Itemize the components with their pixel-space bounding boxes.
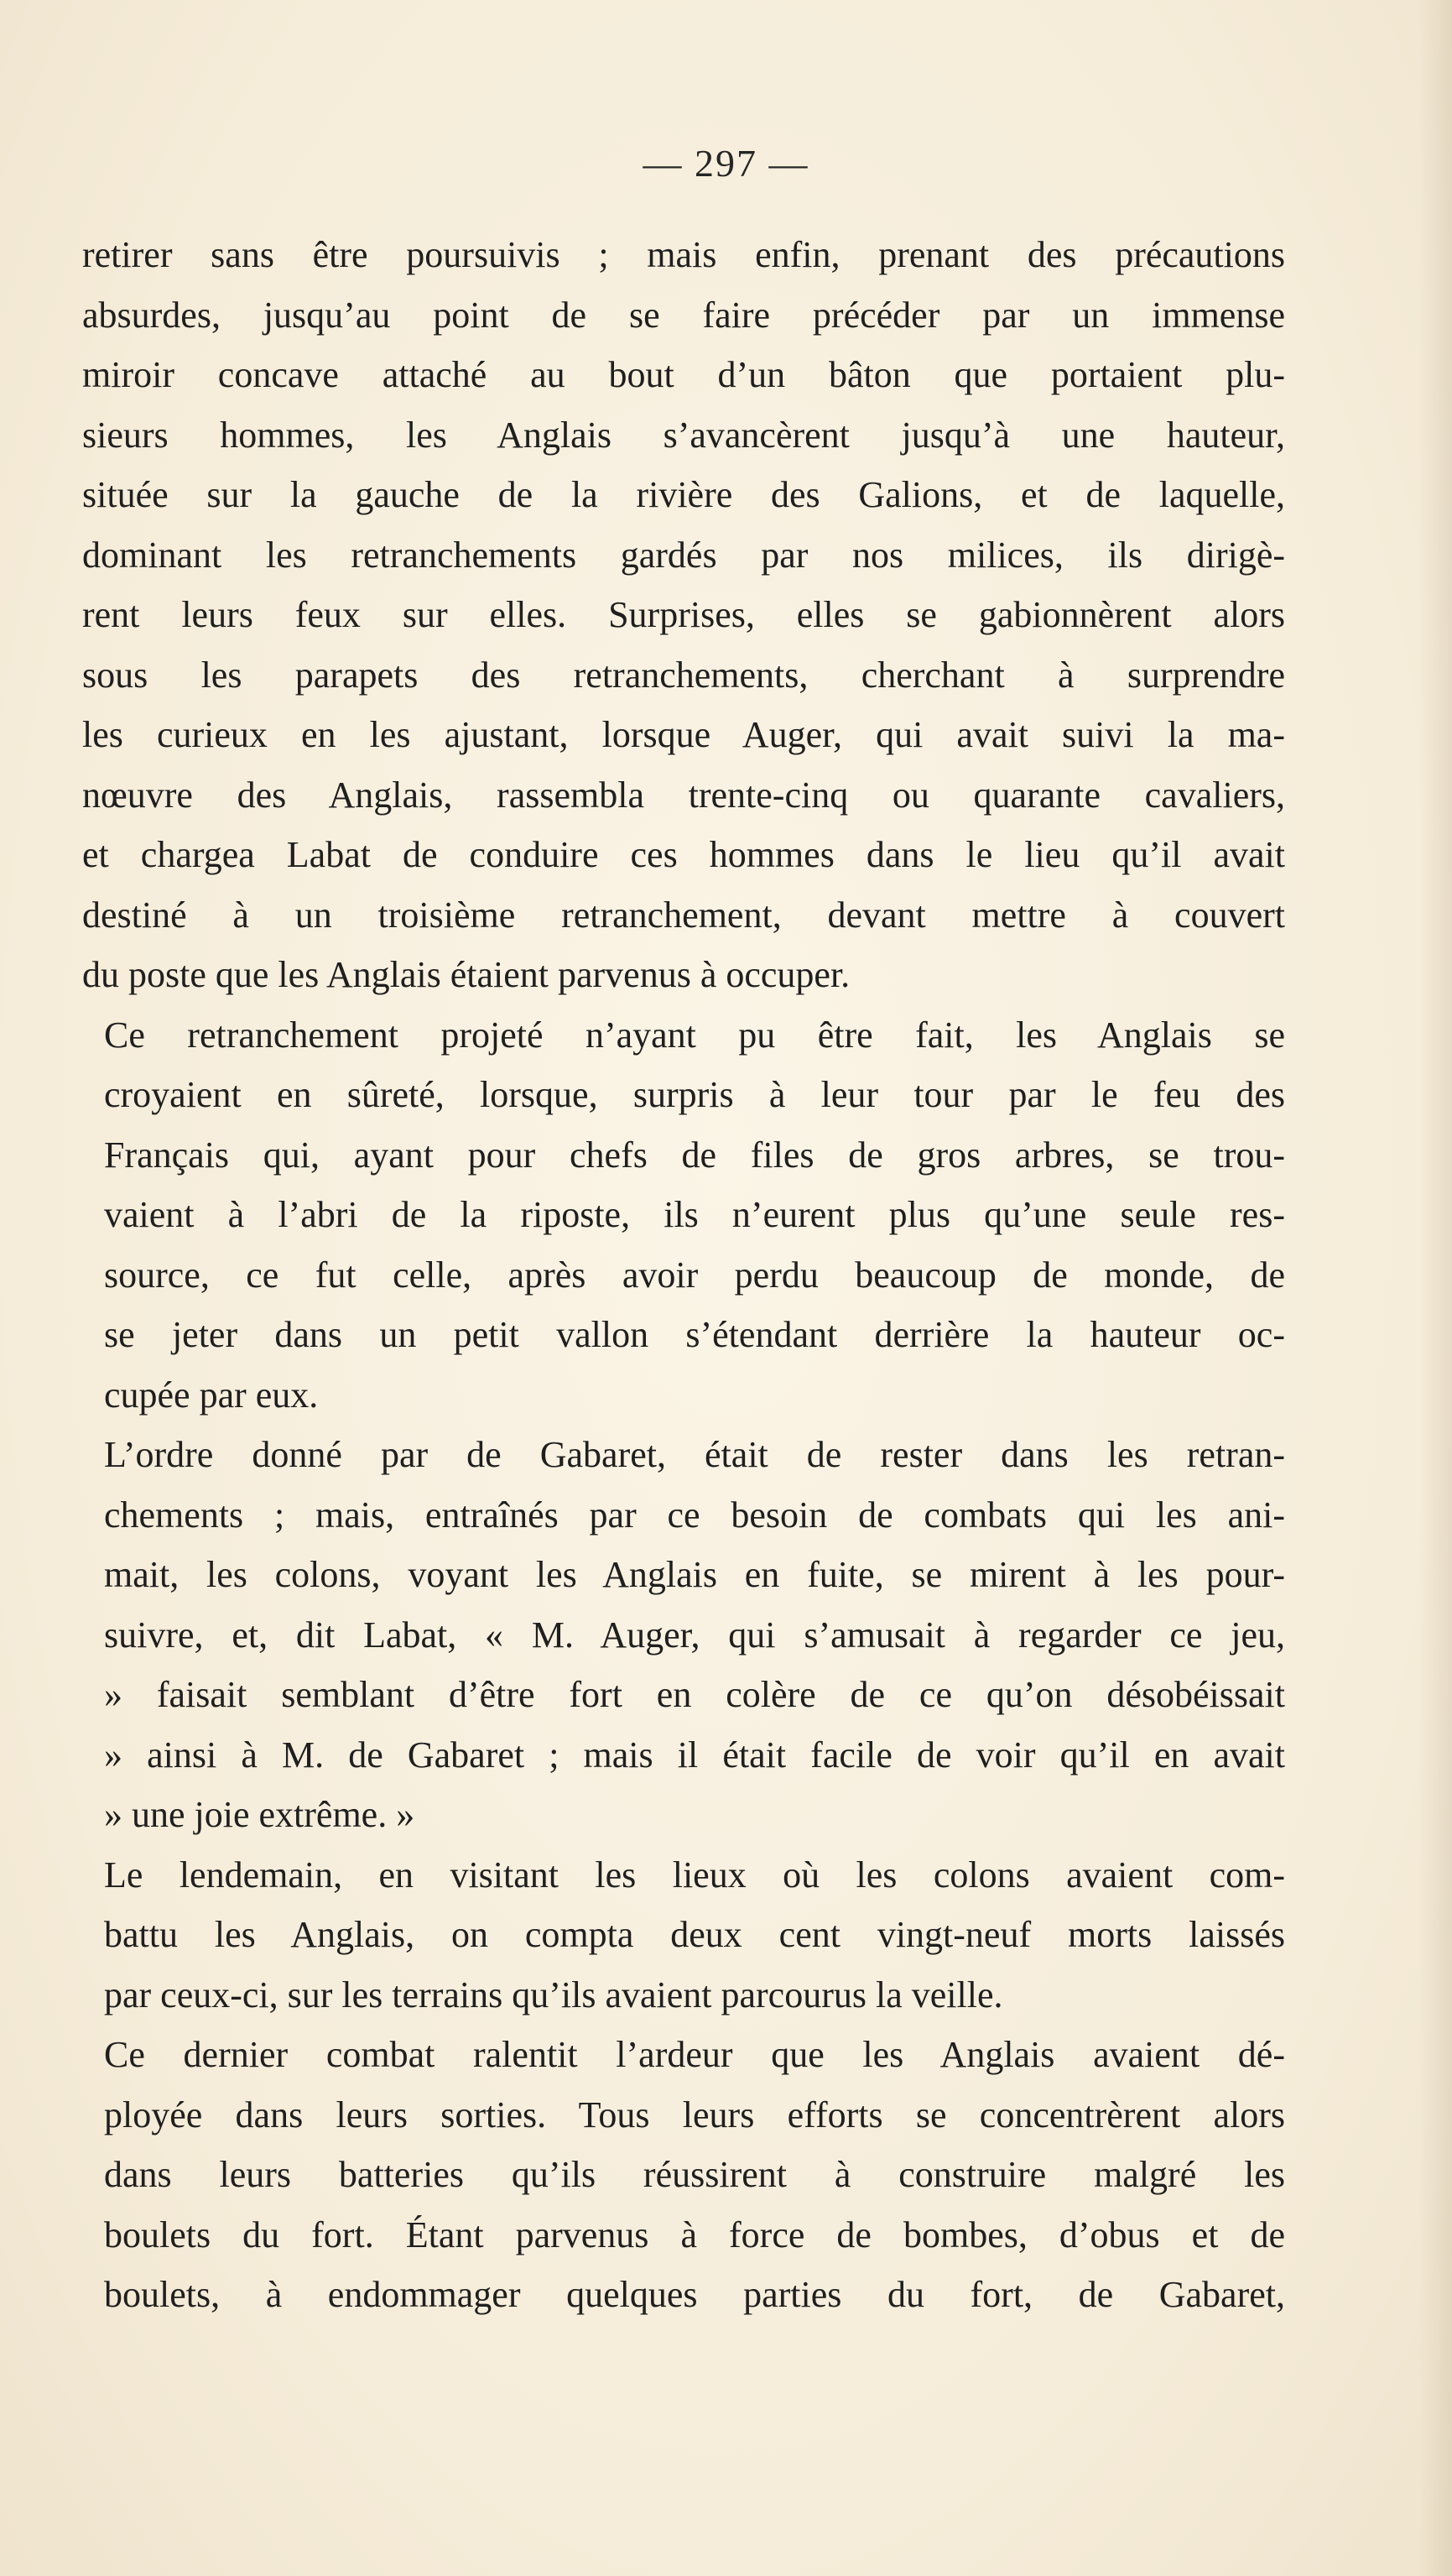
- text-line: nœuvre des Anglais, rassembla trente-cinq ou quarante cavaliers,: [82, 774, 1285, 816]
- text-line: boulets du fort. Étant parvenus à force de bombes, d’obus et de: [104, 2214, 1285, 2255]
- text-line: et chargea Labat de conduire ces hommes dans le lieu qu’il avait: [82, 834, 1285, 875]
- text-line: » ainsi à M. de Gabaret ; mais il était facile de voir qu’il en avait: [104, 1734, 1285, 1776]
- paragraph-3: [82, 1425, 1285, 1845]
- text-line: Ce dernier combat ralentit l’ardeur que les Anglais avaient dé-: [104, 2034, 1285, 2075]
- text-line: » une joie extrême. »: [104, 1794, 415, 1835]
- text-line: par ceux-ci, sur les terrains qu’ils avaient parcourus la veille.: [104, 1974, 1003, 2015]
- text-line: chements ; mais, entraînés par ce besoin de combats qui les ani-: [104, 1494, 1285, 1536]
- text-line: les curieux en les ajustant, lorsque Auger, qui avait suivi la ma-: [82, 714, 1285, 755]
- text-line: L’ordre donné par de Gabaret, était de rester dans les retran-: [104, 1434, 1285, 1475]
- text-line: retirer sans être poursuivis ; mais enfin, prenant des précautions: [82, 234, 1285, 275]
- text-line: croyaient en sûreté, lorsque, surpris à leur tour par le feu des: [104, 1074, 1285, 1115]
- text-line: destiné à un troisième retranchement, devant mettre à couvert: [82, 894, 1285, 936]
- text-line: sieurs hommes, les Anglais s’avancèrent jusqu’à une hauteur,: [82, 414, 1285, 456]
- text-line: battu les Anglais, on compta deux cent vingt-neuf morts laissés: [104, 1914, 1285, 1955]
- text-line: miroir concave attaché au bout d’un bâton que portaient plu-: [82, 354, 1285, 395]
- page-edge-shadow: [1418, 0, 1452, 2576]
- text-line: Le lendemain, en visitant les lieux où les colons avaient com-: [104, 1854, 1285, 1895]
- text-line: » faisait semblant d’être fort en colère de ce qu’on désobéissait: [104, 1674, 1285, 1715]
- text-line: source, ce fut celle, après avoir perdu beaucoup de monde, de: [104, 1254, 1285, 1296]
- text-line: boulets, à endommager quelques parties du fort, de Gabaret,: [104, 2274, 1285, 2315]
- text-line: suivre, et, dit Labat, « M. Auger, qui s’amusait à regarder ce jeu,: [104, 1614, 1285, 1656]
- text-line: du poste que les Anglais étaient parvenus à occuper.: [82, 954, 851, 995]
- body-text: [82, 225, 1285, 2325]
- text-line: Ce retranchement projeté n’ayant pu être fait, les Anglais se: [104, 1014, 1285, 1056]
- text-line: située sur la gauche de la rivière des Galions, et de laquelle,: [82, 474, 1285, 515]
- text-line: mait, les colons, voyant les Anglais en fuite, se mirent à les pour-: [104, 1554, 1285, 1595]
- text-line: absurdes, jusqu’au point de se faire précéder par un immense: [82, 294, 1285, 336]
- paragraph-2: [82, 1005, 1285, 1426]
- text-line: se jeter dans un petit vallon s’étendant derrière la hauteur oc-: [104, 1314, 1285, 1355]
- text-line: rent leurs feux sur elles. Surprises, elles se gabionnèrent alors: [82, 594, 1285, 635]
- text-line: ployée dans leurs sorties. Tous leurs efforts se concentrèrent alors: [104, 2094, 1285, 2135]
- text-line: Français qui, ayant pour chefs de files de gros arbres, se trou-: [104, 1134, 1285, 1176]
- text-line: cupée par eux.: [104, 1374, 319, 1416]
- text-line: dans leurs batteries qu’ils réussirent à construire malgré les: [104, 2154, 1285, 2195]
- text-line: dominant les retranchements gardés par nos milices, ils dirigè-: [82, 534, 1285, 576]
- text-line: vaient à l’abri de la riposte, ils n’eurent plus qu’une seule res-: [104, 1194, 1285, 1235]
- page-number: — 297 —: [643, 142, 809, 185]
- paragraph-1: [82, 225, 1285, 1005]
- paragraph-4: [82, 1845, 1285, 2026]
- paragraph-5: [82, 2025, 1285, 2325]
- text-line: sous les parapets des retranchements, cherchant à surprendre: [82, 654, 1285, 696]
